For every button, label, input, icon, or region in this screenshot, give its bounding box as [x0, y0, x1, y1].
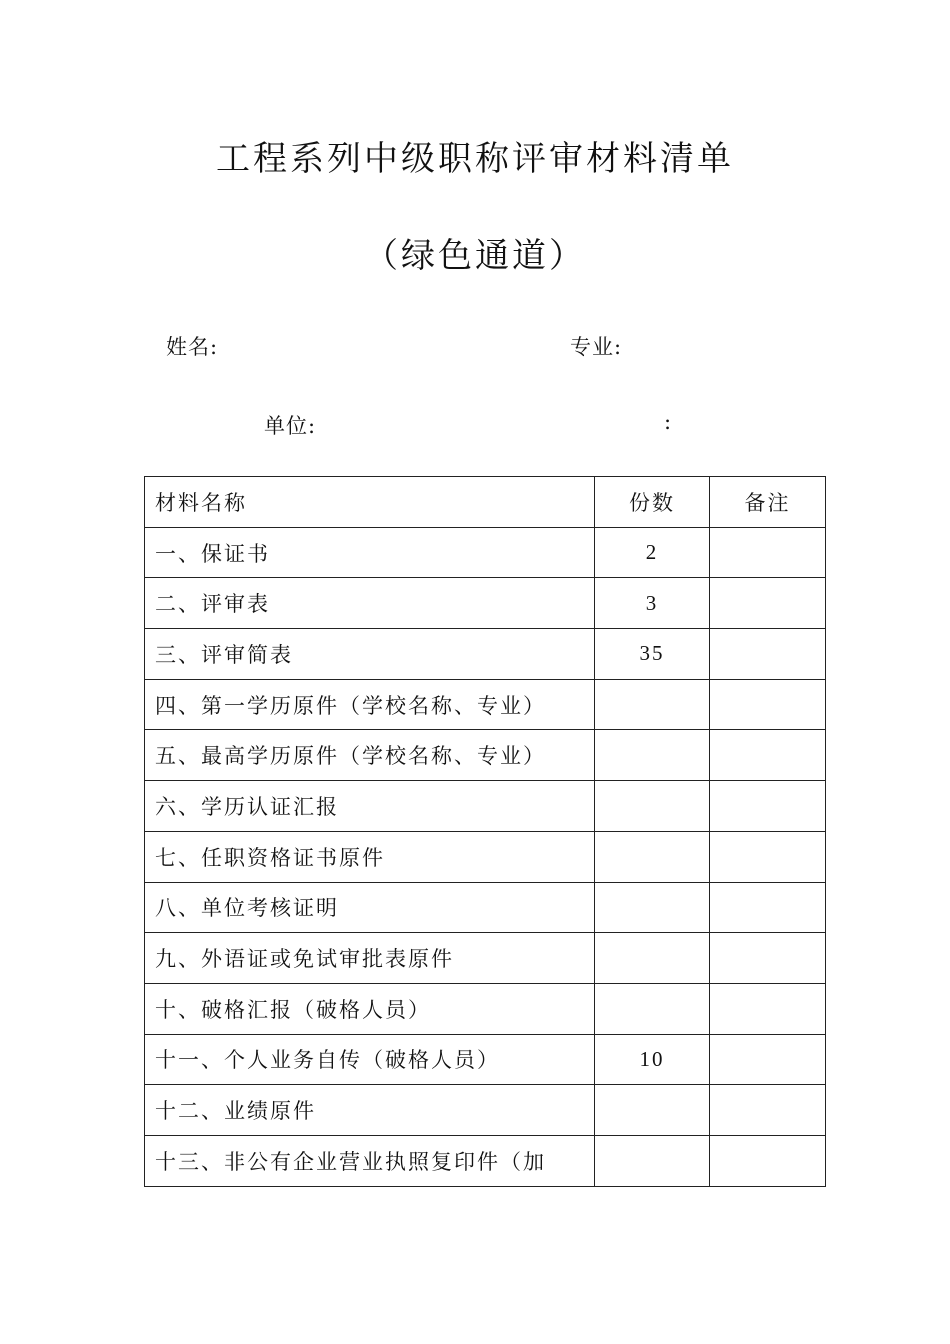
table-row	[145, 933, 826, 984]
material-copies	[595, 933, 710, 984]
material-copies: 10	[595, 1034, 710, 1085]
material-copies	[595, 882, 710, 933]
material-name: 六、学历认证汇报	[145, 781, 595, 832]
material-copies: 35	[595, 629, 710, 680]
material-name: 八、单位考核证明	[145, 882, 595, 933]
material-name: 十三、非公有企业营业执照复印件（加	[145, 1135, 595, 1186]
header-copies: 份数	[595, 477, 710, 528]
material-copies: 2	[595, 527, 710, 578]
material-name: 五、最高学历原件（学校名称、专业）	[145, 730, 595, 781]
material-notes	[710, 1034, 826, 1085]
material-notes	[710, 629, 826, 680]
material-notes	[710, 578, 826, 629]
material-copies	[595, 1085, 710, 1136]
document-title: 工程系列中级职称评审材料清单	[216, 139, 734, 179]
materials-table	[144, 476, 826, 1187]
table-row	[145, 831, 826, 882]
material-notes	[710, 1135, 826, 1186]
material-name: 九、外语证或免试审批表原件	[145, 933, 595, 984]
name-label: 姓名:	[166, 335, 219, 359]
material-notes	[710, 679, 826, 730]
material-name: 十、破格汇报（破格人员）	[145, 983, 595, 1034]
material-copies	[595, 781, 710, 832]
material-name: 十一、个人业务自传（破格人员）	[145, 1034, 595, 1085]
table-row	[145, 781, 826, 832]
material-notes	[710, 730, 826, 781]
material-name: 十二、业绩原件	[145, 1085, 595, 1136]
header-material-name: 材料名称	[145, 477, 595, 528]
material-notes	[710, 1085, 826, 1136]
table-row	[145, 1135, 826, 1186]
major-label: 专业:	[570, 335, 623, 359]
material-copies	[595, 983, 710, 1034]
material-copies: 3	[595, 578, 710, 629]
table-row	[145, 1085, 826, 1136]
material-notes	[710, 527, 826, 578]
material-name: 二、评审表	[145, 578, 595, 629]
table-row	[145, 1034, 826, 1085]
material-name: 一、保证书	[145, 527, 595, 578]
table-row	[145, 679, 826, 730]
material-name: 三、评审简表	[145, 629, 595, 680]
document-subtitle: （绿色通道）	[364, 236, 586, 276]
material-name: 七、任职资格证书原件	[145, 831, 595, 882]
material-copies	[595, 1135, 710, 1186]
header-notes: 备注	[710, 477, 826, 528]
table-row	[145, 983, 826, 1034]
table-row	[145, 882, 826, 933]
material-copies	[595, 679, 710, 730]
table-row	[145, 578, 826, 629]
material-notes	[710, 933, 826, 984]
unit-label: 单位:	[264, 414, 317, 438]
table-header-row	[145, 477, 826, 528]
material-notes	[710, 983, 826, 1034]
material-copies	[595, 831, 710, 882]
table-row	[145, 730, 826, 781]
material-name: 四、第一学历原件（学校名称、专业）	[145, 679, 595, 730]
material-notes	[710, 882, 826, 933]
table-row	[145, 527, 826, 578]
material-notes	[710, 781, 826, 832]
extra-colon-label: :	[664, 410, 673, 434]
table-row	[145, 629, 826, 680]
material-copies	[595, 730, 710, 781]
material-notes	[710, 831, 826, 882]
